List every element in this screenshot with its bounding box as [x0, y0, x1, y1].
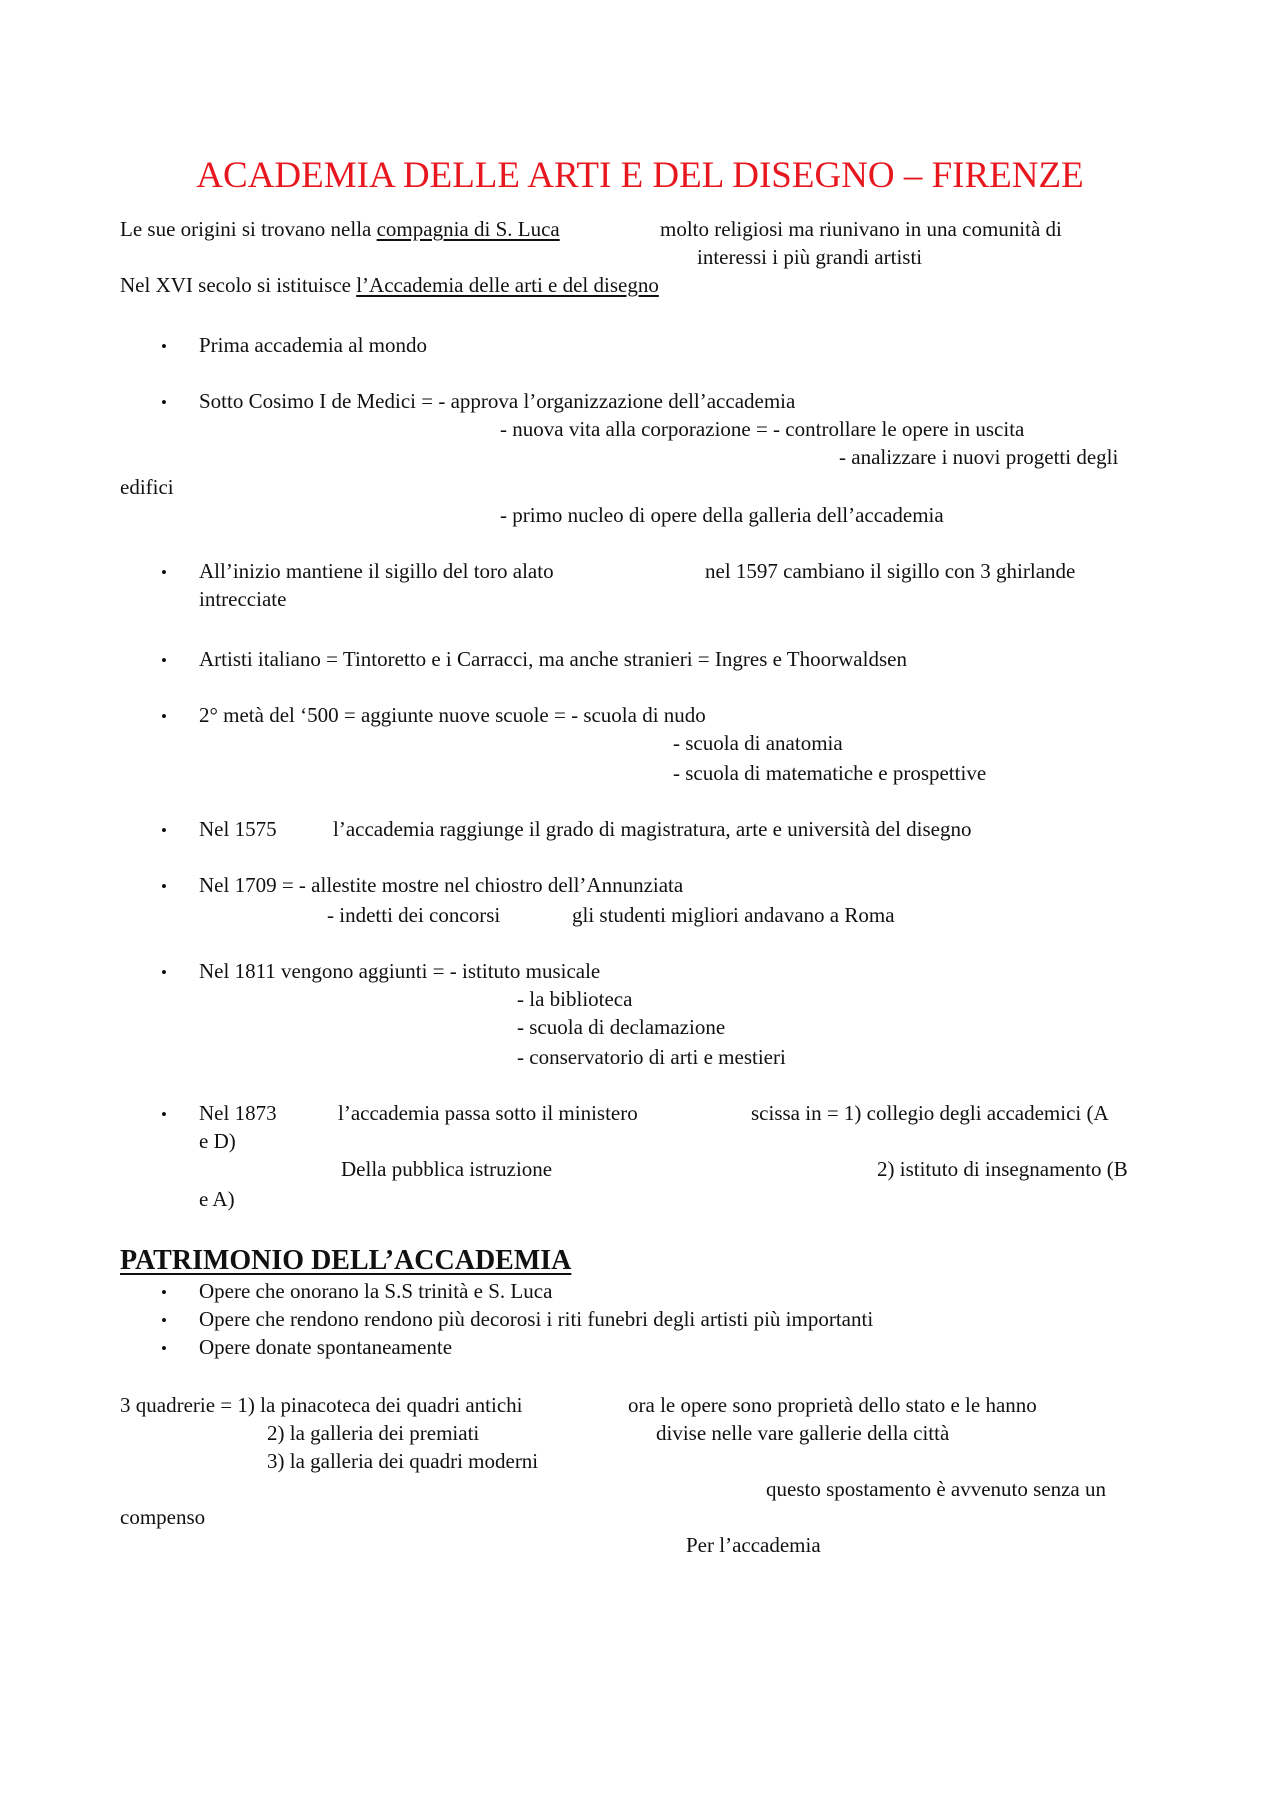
item-sigillo-a: All’inizio mantiene il sigillo del toro alato [199, 559, 554, 583]
item-1709-sub-b: gli studenti migliori andavano a Roma [572, 903, 895, 927]
item-1873-year: Nel 1873 [199, 1101, 277, 1125]
patrimonio-item: Opere che onorano la S.S trinità e S. Luca [199, 1279, 553, 1303]
item-1575-year: Nel 1575 [199, 817, 277, 841]
quadrerie-right3-cont: compenso [120, 1505, 206, 1529]
quadrerie-line2: 2) la galleria dei premiati [267, 1421, 480, 1445]
item-artisti: Artisti italiano = Tintoretto e i Carracci, ma anche stranieri = Ingres e Thoorwaldsen [199, 647, 907, 671]
bullet-icon: • [161, 337, 167, 356]
bullet-icon: • [161, 1105, 167, 1124]
bullet-icon: • [161, 651, 167, 670]
item-1873-istruzione: Della pubblica istruzione [341, 1157, 553, 1181]
item-meta-sub2: - scuola di matematiche e prospettive [673, 761, 987, 785]
quadrerie-line3: 3) la galleria dei quadri moderni [267, 1449, 539, 1473]
bullet-icon: • [161, 877, 167, 896]
intro-line2-prefix: Nel XVI secolo si istituisce [120, 273, 351, 297]
item-1811-sub1: - la biblioteca [517, 987, 633, 1011]
quadrerie-line1: 3 quadrerie = 1) la pinacoteca dei quadri antichi [120, 1393, 523, 1417]
intro-line1-right-cont: interessi i più grandi artisti [697, 245, 923, 269]
item-sigillo-cont: intrecciate [199, 587, 287, 611]
item-prima: Prima accademia al mondo [199, 333, 427, 357]
quadrerie-right1: ora le opere sono proprietà dello stato e le hanno [628, 1393, 1037, 1417]
quadrerie-right4: Per l’accademia [686, 1533, 821, 1557]
bullet-icon: • [161, 1339, 167, 1358]
item-cosimo-sub1: - nuova vita alla corporazione = - controllare le opere in uscita [500, 417, 1025, 441]
quadrerie-right2: divise nelle vare gallerie della città [656, 1421, 950, 1445]
item-meta: 2° metà del ‘500 = aggiunte nuove scuole = - scuola di nudo [199, 703, 706, 727]
intro-line2 [120, 275, 659, 296]
item-1873-cont2: e A) [199, 1187, 235, 1211]
intro-line1 [120, 219, 560, 240]
patrimonio-item: Opere che rendono rendono più decorosi i riti funebri degli artisti più importanti [199, 1307, 874, 1331]
intro-line1-prefix: Le sue origini si trovano nella [120, 217, 372, 241]
item-sigillo-b: nel 1597 cambiano il sigillo con 3 ghirlande [705, 559, 1076, 583]
intro-link-compagnia: compagnia di S. Luca [376, 217, 560, 241]
bullet-icon: • [161, 963, 167, 982]
intro-link-accademia: l’Accademia delle arti e del disegno [356, 273, 659, 297]
quadrerie-right3: questo spostamento è avvenuto senza un [766, 1477, 1106, 1501]
page-title: ACADEMIA DELLE ARTI E DEL DISEGNO – FIRENZE [196, 155, 1084, 196]
item-cosimo-sub3: - primo nucleo di opere della galleria dell’accademia [500, 503, 944, 527]
item-cosimo-sub2-cont: edifici [120, 475, 174, 499]
item-1873-text: l’accademia passa sotto il ministero [338, 1101, 638, 1125]
bullet-icon: • [161, 1283, 167, 1302]
item-1811-sub3: - conservatorio di arti e mestieri [517, 1045, 786, 1069]
item-1575-text: l’accademia raggiunge il grado di magistratura, arte e università del disegno [333, 817, 972, 841]
bullet-icon: • [161, 393, 167, 412]
item-meta-sub1: - scuola di anatomia [673, 731, 843, 755]
item-1873-scissa: scissa in = 1) collegio degli accademici (A [751, 1101, 1109, 1125]
section-heading-patrimonio: PATRIMONIO DELL’ACCADEMIA [120, 1245, 572, 1276]
item-cosimo: Sotto Cosimo I de Medici = - approva l’organizzazione dell’accademia [199, 389, 796, 413]
bullet-icon: • [161, 1311, 167, 1330]
item-1811: Nel 1811 vengono aggiunti = - istituto musicale [199, 959, 601, 983]
bullet-icon: • [161, 563, 167, 582]
intro-line1-right: molto religiosi ma riunivano in una comunità di [660, 217, 1062, 241]
item-1709-sub-a: - indetti dei concorsi [327, 903, 501, 927]
item-1873-istituto: 2) istituto di insegnamento (B [877, 1157, 1128, 1181]
item-1811-sub2: - scuola di declamazione [517, 1015, 726, 1039]
item-cosimo-sub2: - analizzare i nuovi progetti degli [839, 445, 1119, 469]
item-1709: Nel 1709 = - allestite mostre nel chiostro dell’Annunziata [199, 873, 684, 897]
item-1873-cont: e D) [199, 1129, 236, 1153]
bullet-icon: • [161, 707, 167, 726]
bullet-icon: • [161, 821, 167, 840]
patrimonio-item: Opere donate spontaneamente [199, 1335, 453, 1359]
